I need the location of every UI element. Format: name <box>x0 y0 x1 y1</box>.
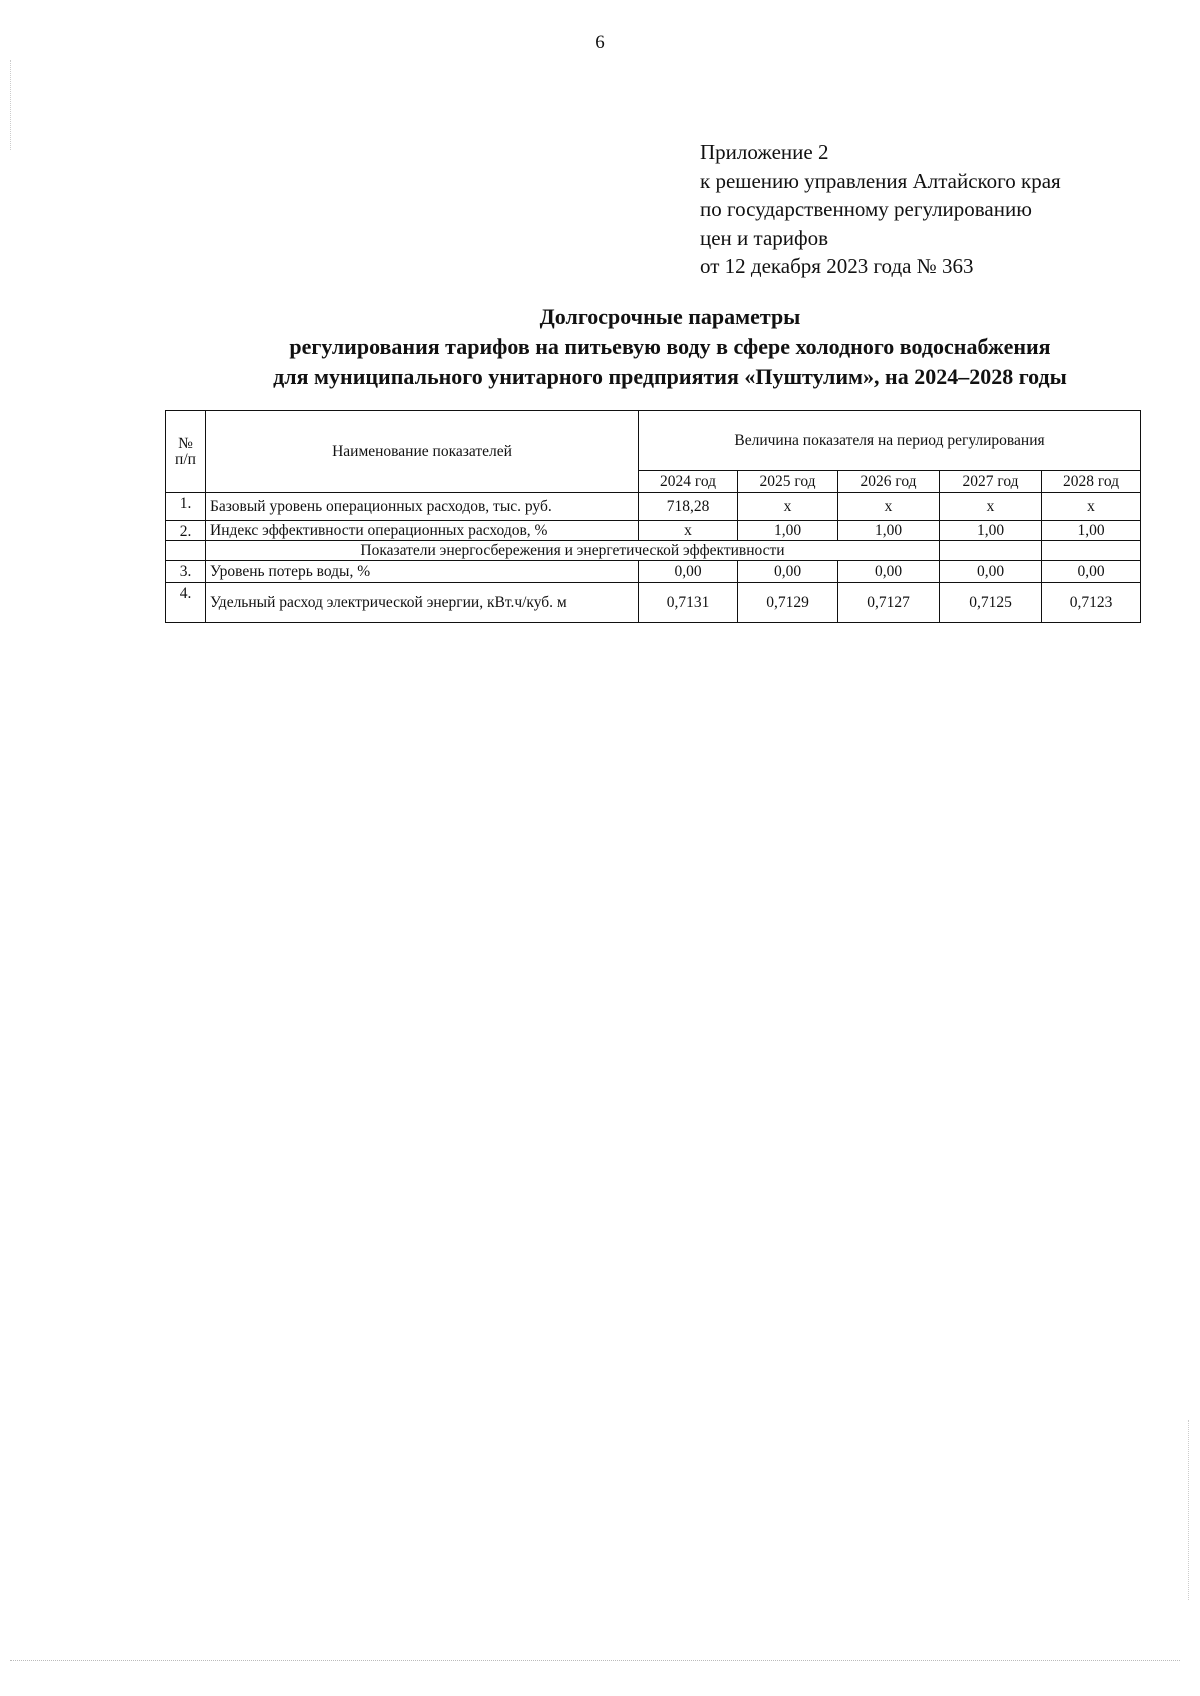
row-value: x <box>838 493 940 521</box>
row-value: 0,7125 <box>940 583 1042 623</box>
section-spacer <box>940 541 1042 561</box>
row-num: 3. <box>166 561 206 583</box>
table-row <box>166 561 1141 583</box>
row-value: 1,00 <box>940 521 1042 541</box>
header-name: Наименование показателей <box>206 411 639 493</box>
row-name: Уровень потерь воды, % <box>206 561 639 583</box>
row-value: 0,00 <box>639 561 738 583</box>
parameters-table <box>165 410 1141 623</box>
section-spacer <box>1042 541 1141 561</box>
row-name: Индекс эффективности операционных расходов, % <box>206 521 639 541</box>
table-row <box>166 583 1141 623</box>
header-year: 2026 год <box>838 471 940 493</box>
header-num: № п/п <box>166 411 206 493</box>
document-title <box>170 302 1170 392</box>
header-year: 2024 год <box>639 471 738 493</box>
table-header-row <box>166 411 1141 471</box>
appendix-block <box>700 138 1170 281</box>
appendix-line: от 12 декабря 2023 года № 363 <box>700 254 974 278</box>
row-value: 0,00 <box>940 561 1042 583</box>
row-value: x <box>1042 493 1141 521</box>
row-value: x <box>639 521 738 541</box>
title-line: для муниципального унитарного предприятия «Пуштулим», на 2024–2028 годы <box>273 364 1067 389</box>
scan-edge-right <box>1188 1420 1189 1600</box>
title-line: Долгосрочные параметры <box>539 304 801 329</box>
section-title: Показатели энергосбережения и энергетической эффективности <box>206 541 940 561</box>
row-num: 1. <box>166 493 206 521</box>
table-row <box>166 521 1141 541</box>
row-value: 1,00 <box>738 521 838 541</box>
table-row <box>166 493 1141 521</box>
row-value: 0,7123 <box>1042 583 1141 623</box>
appendix-line: по государственному регулированию <box>700 197 1032 221</box>
row-value: x <box>940 493 1042 521</box>
row-num: 2. <box>166 521 206 541</box>
row-value: 1,00 <box>1042 521 1141 541</box>
row-num: 4. <box>166 583 206 623</box>
header-year: 2025 год <box>738 471 838 493</box>
header-year: 2028 год <box>1042 471 1141 493</box>
row-value: 0,00 <box>838 561 940 583</box>
row-value: 0,7127 <box>838 583 940 623</box>
header-year: 2027 год <box>940 471 1042 493</box>
row-value: 0,7129 <box>738 583 838 623</box>
header-period: Величина показателя на период регулирования <box>639 411 1141 471</box>
scan-artifact-line <box>10 1660 1180 1661</box>
appendix-line: Приложение 2 <box>700 140 829 164</box>
appendix-line: к решению управления Алтайского края <box>700 168 1061 193</box>
row-value: 0,7131 <box>639 583 738 623</box>
section-row <box>166 541 1141 561</box>
row-name: Базовый уровень операционных расходов, тыс. руб. <box>206 493 639 521</box>
title-line: регулирования тарифов на питьевую воду в сфере холодного водоснабжения <box>289 334 1051 359</box>
row-value: x <box>738 493 838 521</box>
row-value: 0,00 <box>1042 561 1141 583</box>
appendix-line: цен и тарифов <box>700 225 829 250</box>
row-value: 1,00 <box>838 521 940 541</box>
page-number: 6 <box>595 32 605 53</box>
row-value: 0,00 <box>738 561 838 583</box>
row-value: 718,28 <box>639 493 738 521</box>
section-num <box>166 541 206 561</box>
scan-edge-left <box>10 60 11 150</box>
row-name: Удельный расход электрической энергии, кВт.ч/куб. м <box>206 583 639 623</box>
